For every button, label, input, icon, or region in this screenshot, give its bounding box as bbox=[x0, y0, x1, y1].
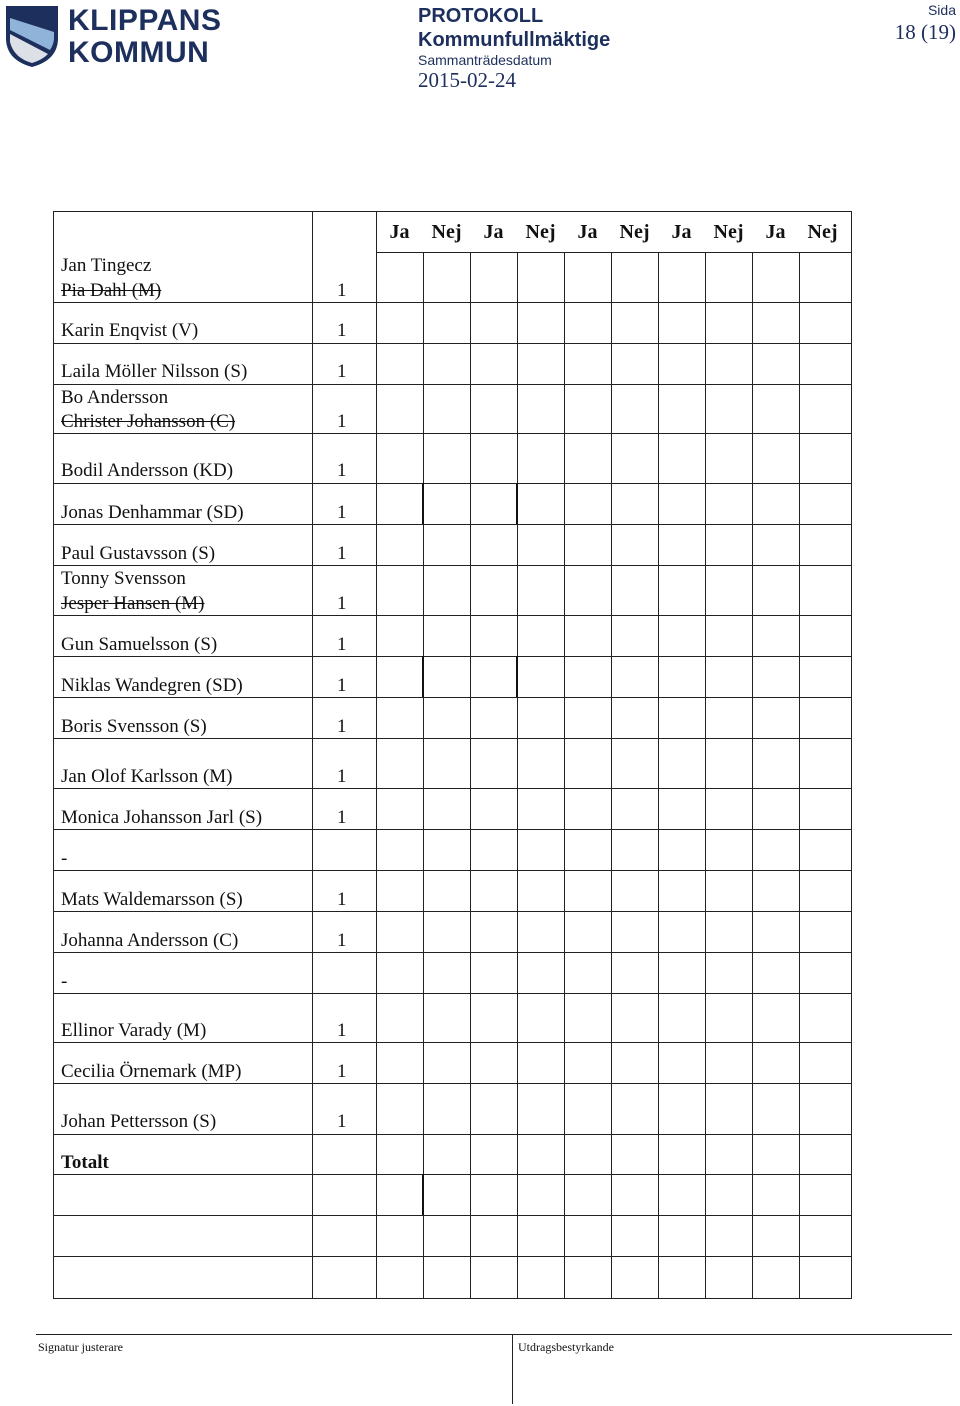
logo-text-line1: KLIPPANS bbox=[68, 4, 222, 37]
col-header-ja: Ja bbox=[389, 221, 410, 243]
member-name: Niklas Wandegren (SD) bbox=[61, 675, 243, 696]
col-header-ja: Ja bbox=[765, 221, 786, 243]
col-header-ja: Ja bbox=[671, 221, 692, 243]
klippan-logo bbox=[4, 4, 222, 70]
table-row-rule bbox=[54, 738, 851, 739]
member-count: 1 bbox=[337, 593, 347, 614]
table-header-rule bbox=[376, 252, 851, 253]
table-column-rule bbox=[611, 252, 612, 1298]
member-count: 1 bbox=[337, 766, 347, 787]
signature-label: Signatur justerare bbox=[38, 1340, 123, 1354]
table-row-rule bbox=[54, 697, 851, 698]
cell-mark bbox=[422, 483, 424, 524]
table-column-rule bbox=[517, 252, 518, 1298]
cell-mark bbox=[516, 656, 518, 697]
table-column-rule bbox=[423, 252, 424, 1298]
col-header-ja: Ja bbox=[483, 221, 504, 243]
table-row-rule bbox=[54, 384, 851, 385]
table-row-rule bbox=[54, 993, 851, 994]
table-row-rule bbox=[54, 1174, 851, 1175]
table-column-rule bbox=[658, 252, 659, 1298]
table-row-rule bbox=[54, 483, 851, 484]
member-substitute: Tonny Svensson bbox=[61, 568, 186, 589]
member-count: 1 bbox=[337, 675, 347, 696]
table-column-rule bbox=[705, 252, 706, 1298]
col-header-nej: Nej bbox=[525, 221, 556, 243]
member-name: Laila Möller Nilsson (S) bbox=[61, 361, 248, 382]
member-name: Cecilia Örnemark (MP) bbox=[61, 1061, 242, 1082]
member-name: Paul Gustavsson (S) bbox=[61, 543, 216, 564]
member-count: 1 bbox=[337, 280, 347, 301]
table-row-rule bbox=[54, 952, 851, 953]
member-count: 1 bbox=[337, 1061, 347, 1082]
meeting-date: 2015-02-24 bbox=[418, 68, 516, 92]
footer-divider bbox=[36, 1334, 952, 1335]
table-row-rule bbox=[54, 911, 851, 912]
table-row-rule bbox=[54, 656, 851, 657]
member-name: Karin Enqvist (V) bbox=[61, 320, 199, 341]
page-label: Sida bbox=[927, 2, 956, 18]
member-substitute: Bo Andersson bbox=[61, 387, 169, 408]
document-type: PROTOKOLL bbox=[418, 5, 544, 27]
cell-mark bbox=[422, 656, 424, 697]
coat-of-arms-icon bbox=[4, 4, 60, 68]
member-name: Jan Olof Karlsson (M) bbox=[61, 766, 233, 787]
table-column-rule bbox=[752, 252, 753, 1298]
member-name: Johanna Andersson (C) bbox=[61, 930, 239, 951]
col-header-nej: Nej bbox=[431, 221, 462, 243]
table-row-rule bbox=[54, 1134, 851, 1135]
col-header-nej: Nej bbox=[713, 221, 744, 243]
cell-mark bbox=[422, 1174, 424, 1215]
member-name bbox=[61, 591, 205, 616]
table-column-rule bbox=[799, 252, 800, 1298]
member-count: 1 bbox=[337, 930, 347, 951]
member-count: 1 bbox=[337, 320, 347, 341]
col-header-nej: Nej bbox=[619, 221, 650, 243]
footer-separator bbox=[512, 1334, 513, 1404]
table-row-rule bbox=[54, 1215, 851, 1216]
member-name: Johan Pettersson (S) bbox=[61, 1111, 217, 1132]
member-name: - bbox=[61, 848, 68, 869]
table-row-rule bbox=[54, 343, 851, 344]
table-row-rule bbox=[54, 615, 851, 616]
col-header-ja: Ja bbox=[577, 221, 598, 243]
member-count: 1 bbox=[337, 411, 347, 432]
table-row-rule bbox=[54, 870, 851, 871]
member-name-struck: Christer Johansson (C) bbox=[61, 411, 236, 432]
logo-text-line2: KOMMUN bbox=[68, 36, 210, 69]
date-label: Sammanträdesdatum bbox=[418, 52, 552, 68]
member-name: Jonas Denhammar (SD) bbox=[61, 502, 244, 523]
certification-label: Utdragsbestyrkande bbox=[518, 1340, 614, 1354]
member-substitute: Jan Tingecz bbox=[61, 255, 152, 276]
table-row-rule bbox=[54, 524, 851, 525]
table-row-rule bbox=[54, 1083, 851, 1084]
member-name bbox=[61, 278, 161, 303]
member-name: Ellinor Varady (M) bbox=[61, 1020, 207, 1041]
member-count: 1 bbox=[337, 634, 347, 655]
table-column-rule bbox=[564, 252, 565, 1298]
table-row-rule bbox=[54, 829, 851, 830]
member-name-struck: Jesper Hansen (M) bbox=[61, 593, 205, 614]
table-row-rule bbox=[54, 1256, 851, 1257]
member-name: - bbox=[61, 971, 68, 992]
member-count: 1 bbox=[337, 716, 347, 737]
member-count: 1 bbox=[337, 807, 347, 828]
col-header-nej: Nej bbox=[807, 221, 838, 243]
total-label: Totalt bbox=[61, 1152, 109, 1173]
table-column-rule bbox=[312, 212, 313, 1298]
member-count: 1 bbox=[337, 502, 347, 523]
table-column-rule bbox=[470, 252, 471, 1298]
cell-mark bbox=[516, 483, 518, 524]
member-count: 1 bbox=[337, 361, 347, 382]
member-count: 1 bbox=[337, 889, 347, 910]
member-name: Mats Waldemarsson (S) bbox=[61, 889, 243, 910]
member-name: Bodil Andersson (KD) bbox=[61, 460, 234, 481]
member-name-struck: Pia Dahl (M) bbox=[61, 280, 162, 301]
table-row-rule bbox=[54, 565, 851, 566]
member-count: 1 bbox=[337, 543, 347, 564]
member-count: 1 bbox=[337, 1020, 347, 1041]
member-count: 1 bbox=[337, 460, 347, 481]
table-column-rule bbox=[376, 212, 377, 1298]
member-name bbox=[61, 409, 235, 434]
member-count: 1 bbox=[337, 1111, 347, 1132]
member-name: Boris Svensson (S) bbox=[61, 716, 207, 737]
member-name: Monica Johansson Jarl (S) bbox=[61, 807, 263, 828]
table-row-rule bbox=[54, 788, 851, 789]
table-row-rule bbox=[54, 1042, 851, 1043]
page-number: 18 (19) bbox=[894, 20, 956, 44]
table-row-rule bbox=[54, 302, 851, 303]
member-name: Gun Samuelsson (S) bbox=[61, 634, 218, 655]
assembly-name: Kommunfullmäktige bbox=[418, 29, 611, 51]
table-row-rule bbox=[54, 433, 851, 434]
vote-table bbox=[53, 211, 852, 1299]
